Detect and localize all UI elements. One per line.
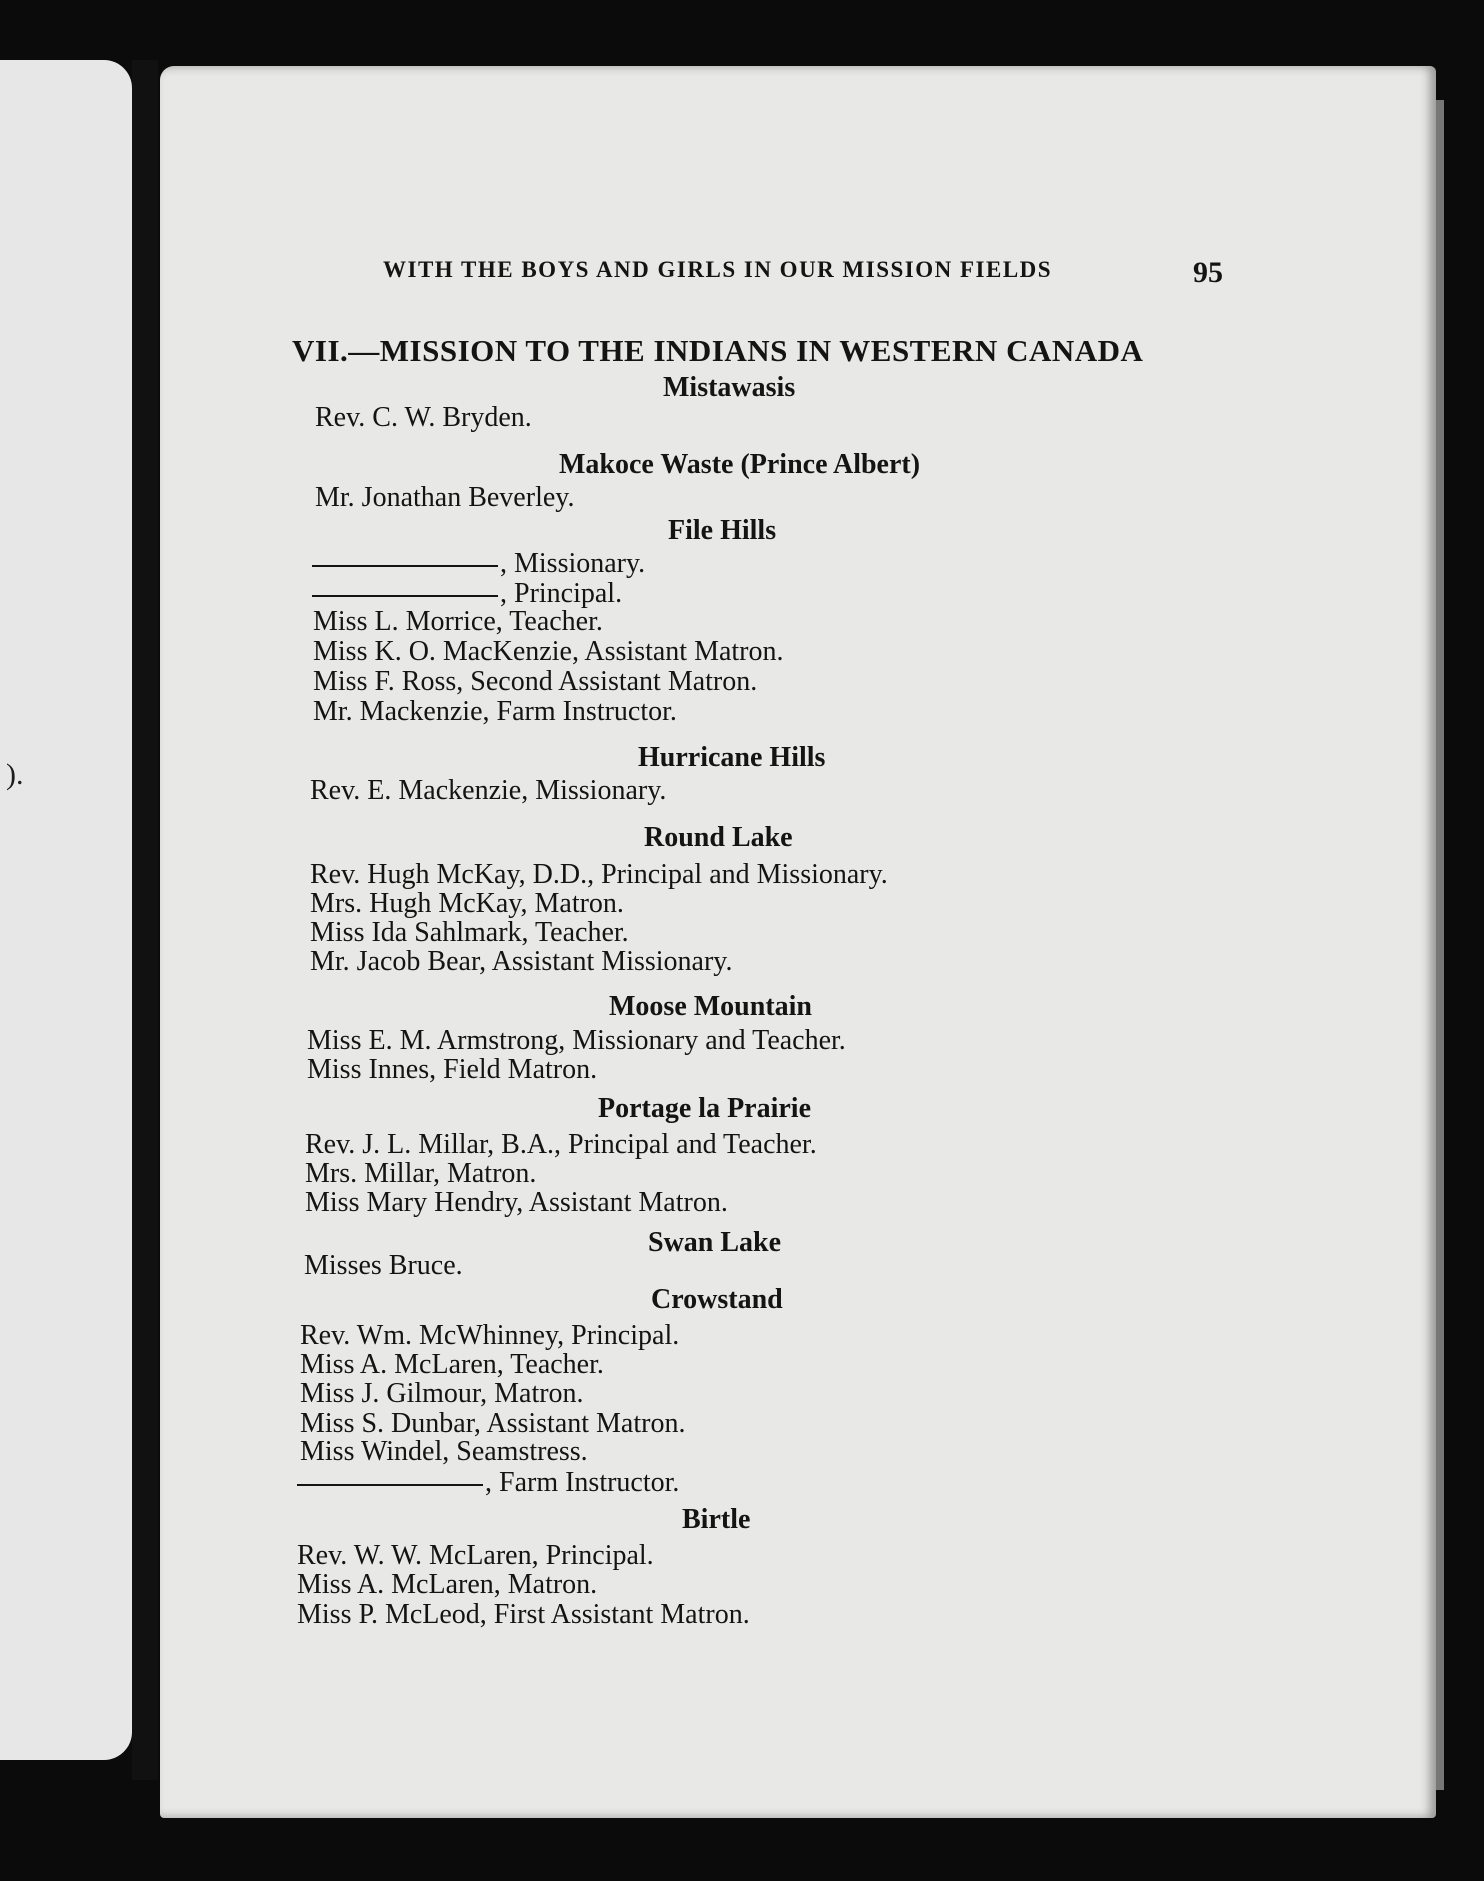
- staff-role: , Missionary.: [500, 548, 646, 579]
- mission-heading-mistawasis: Mistawasis: [663, 372, 796, 403]
- staff-line: Mr. Jonathan Beverley.: [315, 482, 575, 513]
- book-gutter: [132, 60, 158, 1780]
- mission-heading-makoce-waste: Makoce Waste (Prince Albert): [559, 449, 921, 480]
- blank-name-rule: [312, 595, 498, 597]
- staff-line: Miss A. McLaren, Matron.: [297, 1569, 598, 1600]
- blank-name-rule: [297, 1484, 483, 1486]
- mission-heading-swan-lake: Swan Lake: [648, 1227, 782, 1258]
- staff-line: Rev. Hugh McKay, D.D., Principal and Missionary.: [310, 859, 888, 890]
- staff-line: Miss E. M. Armstrong, Missionary and Teacher.: [307, 1025, 846, 1056]
- staff-line: Miss S. Dunbar, Assistant Matron.: [300, 1408, 686, 1439]
- staff-line: Miss P. McLeod, First Assistant Matron.: [297, 1599, 750, 1630]
- staff-role: , Farm Instructor.: [485, 1467, 680, 1498]
- mission-heading-round-lake: Round Lake: [644, 822, 793, 853]
- staff-line: Miss Mary Hendry, Assistant Matron.: [305, 1187, 728, 1218]
- mission-heading-hurricane-hills: Hurricane Hills: [638, 742, 826, 773]
- section-title: VII.—MISSION TO THE INDIANS IN WESTERN CANADA: [292, 333, 1144, 368]
- staff-line: Mrs. Millar, Matron.: [305, 1158, 537, 1189]
- staff-line: Mr. Mackenzie, Farm Instructor.: [313, 696, 677, 727]
- staff-line: Miss F. Ross, Second Assistant Matron.: [313, 666, 758, 697]
- staff-line: Miss L. Morrice, Teacher.: [313, 606, 603, 637]
- staff-line: Misses Bruce.: [304, 1250, 463, 1281]
- left-page-edge: [0, 60, 132, 1760]
- staff-role: , Principal.: [500, 578, 623, 609]
- staff-line: Mr. Jacob Bear, Assistant Missionary.: [310, 946, 733, 977]
- blank-name-rule: [312, 565, 498, 567]
- page-edge: [1436, 100, 1444, 1790]
- left-page-text-fragment: ).: [6, 758, 24, 791]
- mission-heading-crowstand: Crowstand: [651, 1284, 783, 1315]
- staff-line: Miss A. McLaren, Teacher.: [300, 1349, 604, 1380]
- staff-line: Miss J. Gilmour, Matron.: [300, 1378, 584, 1409]
- staff-line-blank: [312, 549, 645, 579]
- staff-line: Rev. Wm. McWhinney, Principal.: [300, 1320, 680, 1351]
- staff-line: Rev. W. W. McLaren, Principal.: [297, 1540, 654, 1571]
- mission-heading-file-hills: File Hills: [668, 515, 777, 546]
- mission-heading-moose-mountain: Moose Mountain: [609, 991, 812, 1022]
- mission-heading-portage-la-prairie: Portage la Prairie: [598, 1093, 812, 1124]
- running-head: WITH THE BOYS AND GIRLS IN OUR MISSION FIELDS: [383, 257, 1053, 282]
- staff-line-blank: [312, 579, 622, 609]
- staff-line-blank: [297, 1468, 679, 1498]
- staff-line: Rev. C. W. Bryden.: [315, 402, 532, 433]
- staff-line: Mrs. Hugh McKay, Matron.: [310, 888, 624, 919]
- staff-line: Miss Innes, Field Matron.: [307, 1054, 598, 1085]
- staff-line: Miss Ida Sahlmark, Teacher.: [310, 917, 629, 948]
- staff-line: Miss K. O. MacKenzie, Assistant Matron.: [313, 636, 784, 667]
- staff-line: Rev. E. Mackenzie, Missionary.: [310, 775, 667, 806]
- page-number: 95: [1193, 256, 1223, 289]
- mission-heading-birtle: Birtle: [682, 1504, 751, 1535]
- staff-line: Rev. J. L. Millar, B.A., Principal and Teacher.: [305, 1129, 817, 1160]
- staff-line: Miss Windel, Seamstress.: [300, 1436, 588, 1467]
